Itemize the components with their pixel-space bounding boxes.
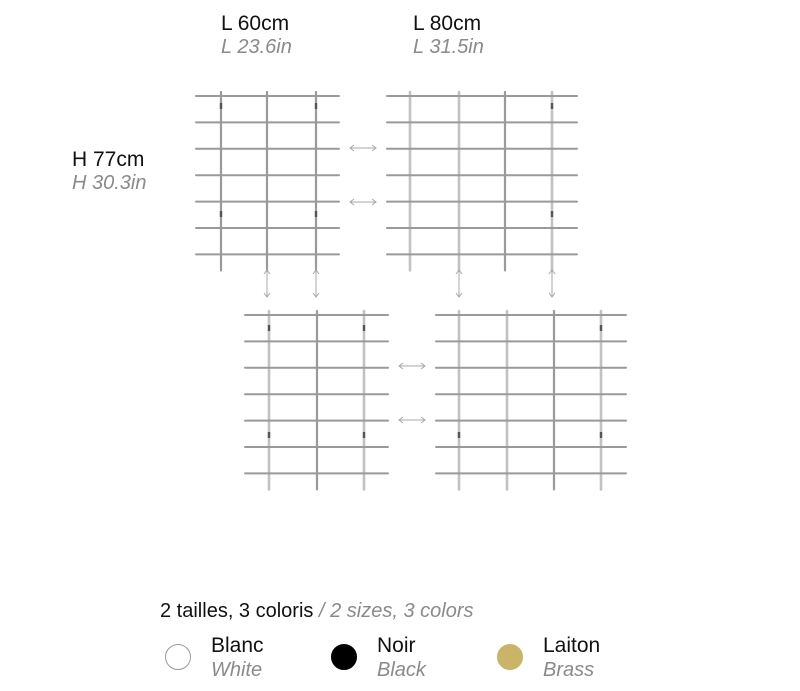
grid-panel-60-top <box>196 92 339 270</box>
bracket-clip <box>268 432 270 438</box>
bracket-clip <box>551 103 553 109</box>
bracket-clip <box>268 325 270 331</box>
horizontal-arrow-icon <box>399 363 425 369</box>
bracket-clip <box>363 325 365 331</box>
bracket-clip <box>315 103 317 109</box>
color-name-en: Black <box>377 659 426 682</box>
color-label <box>211 633 264 682</box>
bracket-clip <box>220 211 222 217</box>
color-name-fr: Laiton <box>543 634 601 657</box>
vertical-arrow-icon <box>313 270 319 297</box>
width-metric-60: L 60cm <box>221 12 290 35</box>
sizes-colors-heading <box>160 600 473 623</box>
vertical-arrow-icon <box>456 270 462 297</box>
height-imperial: H 30.3in <box>72 172 147 195</box>
color-name-fr: Blanc <box>211 634 264 657</box>
vertical-arrow-icon <box>549 270 555 297</box>
white-swatch-icon <box>165 644 191 670</box>
color-label <box>543 633 600 682</box>
color-name-en: White <box>211 659 263 682</box>
bracket-clip <box>551 211 553 217</box>
bracket-clip <box>315 211 317 217</box>
grid-panel-80-top <box>387 92 577 270</box>
horizontal-arrow-icon <box>399 417 425 423</box>
bracket-clip <box>363 432 365 438</box>
heading-fr: 2 tailles, 3 coloris <box>160 600 314 622</box>
horizontal-arrow-icon <box>350 145 376 151</box>
heading-en: 2 sizes, 3 colors <box>330 600 474 622</box>
grid-panel-80-bottom <box>436 311 626 489</box>
bracket-clip <box>458 432 460 438</box>
heading-separator: / <box>318 600 325 622</box>
bracket-clip <box>600 325 602 331</box>
bracket-clip <box>600 432 602 438</box>
width-imperial-60: L 23.6in <box>221 36 292 59</box>
height-metric: H 77cm <box>72 148 145 171</box>
black-swatch-icon <box>331 644 357 670</box>
brass-swatch-icon <box>497 644 523 670</box>
width-metric-80: L 80cm <box>413 12 482 35</box>
bracket-clip <box>220 103 222 109</box>
horizontal-arrow-icon <box>350 199 376 205</box>
color-label <box>377 633 426 682</box>
grid-panel-60-bottom <box>245 311 388 489</box>
vertical-arrow-icon <box>264 270 270 297</box>
color-name-fr: Noir <box>377 634 416 657</box>
color-name-en: Brass <box>543 659 595 682</box>
width-imperial-80: L 31.5in <box>413 36 484 59</box>
